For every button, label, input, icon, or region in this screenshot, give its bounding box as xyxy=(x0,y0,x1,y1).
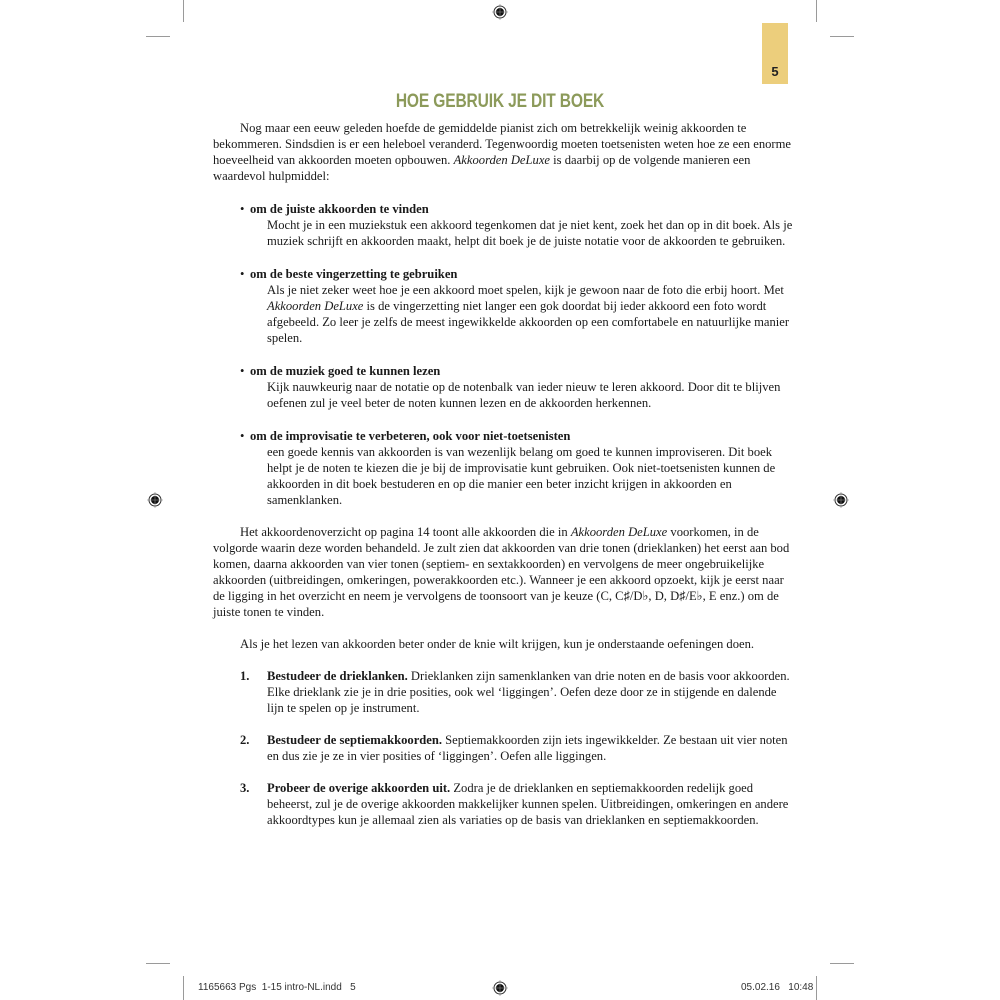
exercise-heading: Bestudeer de septiemakkoorden. xyxy=(267,733,443,747)
bullet-text xyxy=(267,282,793,346)
book-title: Akkoorden DeLuxe xyxy=(453,153,551,167)
page-number-tab xyxy=(762,23,788,84)
crop-mark xyxy=(816,976,817,1000)
bullet-text-part: een goede kennis van akkoorden is van wezenlijk belang om goed te kunnen improviseren. Dit boek helpt je de noten te kiezen die je bij de improvisatie kunt gebruiken. Ook niet-toetsenisten kunnen de akkoorden in dit boek bestuderen en op die manier een beter inzicht krijgen in akkoorden en samenklanken. xyxy=(267,445,776,507)
exercise-text: Zodra je de drieklanken en septiemakkoorden redelijk goed beheerst, zul je de overige akkoorden makkelijker kunnen spelen. Uitbreidingen, omkeringen en andere akkoordtypes kun je allemaal zien als variaties op de basis van drieklanken en septiemakkoorden. xyxy=(267,781,789,827)
crop-mark xyxy=(146,36,170,37)
crop-mark xyxy=(146,963,170,964)
exercise-number: 1. xyxy=(240,669,250,683)
bullet-heading: om de juiste akkoorden te vinden xyxy=(250,202,429,216)
bullet-heading: om de muziek goed te kunnen lezen xyxy=(250,364,441,378)
bullet-text xyxy=(267,379,793,411)
exercise-item xyxy=(213,732,793,764)
registration-mark-icon xyxy=(492,4,508,20)
crop-mark xyxy=(183,0,184,22)
bullet-text-part: is de vingerzetting niet langer een gok doordat bij ieder akkoord een foto wordt afgebeeld. Zo leer je zelfs de meest ingewikkelde akkoorden op een comfortabele en natuurlijke manier spelen. xyxy=(267,299,790,345)
bullet-icon: • xyxy=(240,267,245,281)
bullet-item xyxy=(213,363,793,411)
exercise-number: 2. xyxy=(240,733,250,747)
registration-mark-icon xyxy=(492,980,508,996)
bullet-text-part: Kijk nauwkeurig naar de notatie op de notenbalk van ieder nieuw te leren akkoord. Door dit te blijven oefenen zul je veel beter de noten kunnen lezen en de akkoorden herkennen. xyxy=(267,380,781,410)
exercise-text: Drieklanken zijn samenklanken van drie noten en de basis voor akkoorden. Elke drieklank zie je in drie posities, ook wel ‘liggingen’. Oefen deze door ze in stijgende en dalende lijn te spelen op je instrument. xyxy=(267,669,790,715)
intro-text: Nog maar een eeuw geleden hoefde de gemiddelde pianist zich om betrekkelijk weinig akkoorden te bekommeren. Sindsdien is er een heleboel veranderd. Tegenwoordig moeten toetsenisten weten hoe ze een enorme hoeveelheid van akkoorden moeten opbouwen. xyxy=(213,121,791,167)
registration-mark-icon xyxy=(147,492,163,508)
bullet-text-part: Mocht je in een muziekstuk een akkoord tegenkomen dat je niet kent, zoek het dan op in dit boek. Als je muziek schrijft en akkoorden maakt, helpt dit boek je de juiste notatie voor de akkoorden te gebruiken. xyxy=(267,218,793,248)
exercise-heading: Bestudeer de drieklanken. xyxy=(267,669,408,683)
overview-text: Het akkoordenoverzicht op pagina 14 toont alle akkoorden die in xyxy=(240,525,571,539)
bullet-text xyxy=(267,444,793,508)
intro-text: is daarbij op de volgende manieren een waardevol hulpmiddel: xyxy=(213,153,751,183)
bullet-icon: • xyxy=(240,429,245,443)
exercise-heading: Probeer de overige akkoorden uit. xyxy=(267,781,451,795)
overview-text: voorkomen, in de volgorde waarin deze worden behandeld. Je zult zien dat akkoorden van drie tonen (drieklanken) het eerst aan bod komen, daarna akkoorden van vier tonen (septiem- en sextakkoorden) en vervolgens de meer ongebruikelijke akkoorden (uitbreidingen, omkeringen, powerakkoorden etc.). Wanneer je een akkoord opzoekt, kijk je eerst naar de ligging in het overzicht en neem je vervolgens de toonsoort van je keuze (C, C♯/D♭, D, D♯/E♭, E enz.) om de juiste tonen te vinden. xyxy=(213,525,790,619)
exercise-number: 3. xyxy=(240,781,250,795)
crop-mark xyxy=(183,976,184,1000)
exercises-intro: Als je het lezen van akkoorden beter onder de knie wilt krijgen, kun je onderstaande oefeningen doen. xyxy=(240,637,755,651)
overview-paragraph xyxy=(213,524,793,620)
bullet-icon: • xyxy=(240,202,245,216)
crop-mark xyxy=(816,0,817,22)
bullet-text xyxy=(267,217,793,249)
crop-mark xyxy=(830,963,854,964)
book-title: Akkoorden DeLuxe xyxy=(267,299,364,313)
bullet-item xyxy=(213,266,793,346)
bullet-heading: om de improvisatie te verbeteren, ook voor niet-toetsenisten xyxy=(250,429,571,443)
exercise-item xyxy=(213,668,793,716)
exercise-item xyxy=(213,780,793,828)
page-number: 5 xyxy=(771,64,779,79)
crop-mark xyxy=(830,36,854,37)
footer-datetime: 05.02.16 10:48 xyxy=(741,982,814,993)
page-title: HOE GEBRUIK JE DIT BOEK xyxy=(395,91,605,112)
bullet-item xyxy=(213,201,793,249)
bullet-item xyxy=(213,428,793,508)
bullet-heading: om de beste vingerzetting te gebruiken xyxy=(250,267,458,281)
intro-paragraph xyxy=(213,120,793,184)
page-body xyxy=(213,120,793,828)
bullet-icon: • xyxy=(240,364,245,378)
footer-file-info: 1165663 Pgs 1-15 intro-NL.indd 5 xyxy=(198,982,356,993)
bullet-text-part: Als je niet zeker weet hoe je een akkoord moet spelen, kijk je gewoon naar de foto die erbij hoort. Met xyxy=(267,283,784,297)
registration-mark-icon xyxy=(833,492,849,508)
book-title: Akkoorden DeLuxe xyxy=(570,525,668,539)
exercise-text: Septiemakkoorden zijn iets ingewikkelder. Ze bestaan uit vier noten en dus zie je ze in vier posities of ‘liggingen’. Oefen alle liggingen. xyxy=(267,733,788,763)
